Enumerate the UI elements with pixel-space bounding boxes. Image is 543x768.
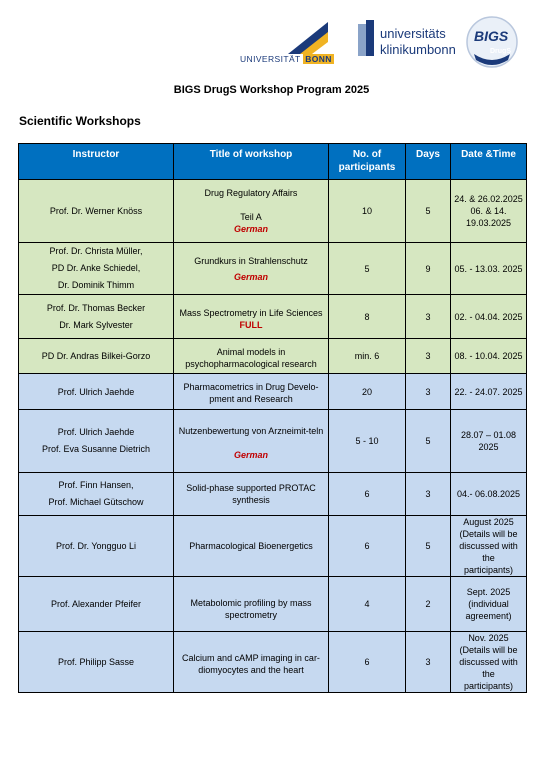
instructor-name: Prof. Ulrich Jaehde [57, 386, 135, 397]
logo-bar [0, 14, 543, 64]
workshop-table [18, 143, 527, 693]
instructor-name: Prof. Dr. Yongguo Li [55, 541, 137, 551]
language-label: German [233, 450, 268, 460]
university-bonn-logo-text [240, 54, 334, 64]
title-cell [174, 295, 329, 339]
table-row [19, 180, 527, 243]
instructor-name: PD Dr. Andras Bilkei-Gorzo [41, 351, 151, 361]
days-cell: 2 [406, 577, 451, 632]
header-instructor: Instructor [19, 144, 174, 180]
instructor-name: Dr. Dominik Thimm [57, 280, 135, 290]
table-row [19, 577, 527, 632]
title-cell [174, 632, 329, 693]
date-line: 22. - 24.07. 2025 [454, 386, 523, 397]
date-cell [451, 374, 527, 410]
workshop-title: Metabolomic profiling by mass spectrometry [190, 598, 312, 620]
date-line: (individual [468, 599, 509, 609]
participants-cell: 5 [329, 243, 406, 295]
date-cell [451, 180, 527, 243]
title-cell [174, 516, 329, 577]
date-cell [451, 243, 527, 295]
date-line: participants) [463, 565, 514, 575]
date-line: (Details will be [459, 529, 518, 539]
date-cell [451, 295, 527, 339]
header-title: Title of workshop [174, 144, 329, 180]
table-row [19, 516, 527, 577]
instructor-name: Prof. Philipp Sasse [57, 657, 135, 667]
days-cell: 3 [406, 295, 451, 339]
date-line: 24. & 26.02.2025 [454, 194, 523, 204]
bonn-logo-word: BONN [305, 54, 332, 64]
workshop-title: Solid-phase supported PROTAC synthesis [186, 483, 316, 505]
date-line: 05. - 13.03. 2025 [454, 263, 523, 274]
instructor-name: Prof. Ulrich Jaehde [57, 427, 135, 437]
participants-cell: 10 [329, 180, 406, 243]
days-cell: 9 [406, 243, 451, 295]
days-cell: 5 [406, 516, 451, 577]
participants-cell: 4 [329, 577, 406, 632]
workshop-title: Pharmacological Bioenergetics [189, 541, 313, 551]
instructor-name: PD Dr. Anke Schiedel, [51, 263, 141, 273]
date-line: 08. - 10.04. 2025 [454, 351, 523, 361]
instructor-cell [19, 295, 174, 339]
bigs-logo-text: BIGS [474, 28, 509, 44]
table-row [19, 339, 527, 374]
instructor-name: Prof. Dr. Werner Knöss [49, 206, 143, 216]
participants-cell: 6 [329, 473, 406, 516]
date-line: August 2025 [463, 517, 514, 527]
participants-cell: 6 [329, 632, 406, 693]
participants-cell: 20 [329, 374, 406, 410]
instructor-cell [19, 243, 174, 295]
instructor-cell [19, 632, 174, 693]
date-line: 19.03.2025 [465, 218, 512, 228]
universitaetsklinikum-bonn-logo [356, 18, 456, 64]
university-bonn-logo-mark [288, 22, 328, 54]
instructor-cell [19, 577, 174, 632]
university-logo-word: UNIVERSITÄT [240, 54, 301, 64]
status-label: FULL [239, 319, 263, 330]
table-row [19, 243, 527, 295]
workshop-title: Nutzenbewertung von Arzneimit-teln [178, 426, 324, 436]
days-cell: 3 [406, 374, 451, 410]
instructor-name: Dr. Mark Sylvester [59, 319, 133, 330]
table-header-row [19, 144, 527, 180]
header-days: Days [406, 144, 451, 180]
workshop-title: Animal models in psychopharmacological research [185, 346, 317, 369]
date-line: 02. - 04.04. 2025 [454, 311, 523, 322]
page-title: BIGS DrugS Workshop Program 2025 [173, 84, 370, 96]
table-row [19, 295, 527, 339]
table-row [19, 410, 527, 473]
workshop-title: Drug Regulatory Affairs [204, 188, 298, 198]
table-row [19, 473, 527, 516]
header-participants-line2: participants [338, 162, 396, 173]
date-cell [451, 339, 527, 374]
participants-cell: min. 6 [329, 339, 406, 374]
date-line: discussed with the [459, 541, 518, 563]
workshop-title-extra: Teil A [240, 212, 262, 222]
date-cell [451, 516, 527, 577]
instructor-name: Prof. Dr. Christa Müller, [49, 246, 143, 256]
instructor-name: Prof. Alexander Pfeifer [50, 599, 142, 609]
date-line: (Details will be [459, 645, 518, 655]
instructor-name: Prof. Michael Gütschow [48, 497, 144, 507]
instructor-cell [19, 374, 174, 410]
date-line: 06. & 14. [470, 206, 507, 216]
ukb-logo-line1: universitäts [380, 26, 446, 41]
title-cell [174, 577, 329, 632]
table-row [19, 374, 527, 410]
header-participants [329, 144, 406, 180]
header-participants-line1: No. of [352, 149, 382, 160]
days-cell: 3 [406, 339, 451, 374]
bigs-drugs-logo [462, 14, 522, 70]
participants-cell: 5 - 10 [329, 410, 406, 473]
ukb-logo-mark [356, 20, 378, 60]
instructor-cell [19, 473, 174, 516]
days-cell: 5 [406, 180, 451, 243]
instructor-name: Prof. Dr. Thomas Becker [46, 302, 146, 313]
section-title: Scientific Workshops [19, 114, 141, 128]
date-cell [451, 632, 527, 693]
date-line: 04.- 06.08.2025 [456, 489, 521, 499]
date-cell [451, 410, 527, 473]
participants-cell: 8 [329, 295, 406, 339]
ukb-logo-line2: klinikumbonn [380, 42, 456, 57]
instructor-cell [19, 180, 174, 243]
instructor-name: Prof. Finn Hansen, [58, 480, 134, 490]
workshop-title: Pharmacometrics in Drug Develo-pment and Research [183, 382, 319, 404]
instructor-cell [19, 410, 174, 473]
participants-cell: 6 [329, 516, 406, 577]
date-cell [451, 577, 527, 632]
workshop-title: Calcium and cAMP imaging in car-diomyocytes and the heart [182, 653, 320, 675]
instructor-cell [19, 516, 174, 577]
drugs-logo-text: DrugS [490, 48, 511, 55]
date-line: Nov. 2025 [468, 633, 509, 643]
days-cell: 3 [406, 632, 451, 693]
date-line: Sept. 2025 [466, 587, 511, 597]
date-cell [451, 473, 527, 516]
language-label: German [233, 271, 268, 282]
days-cell: 3 [406, 473, 451, 516]
days-cell: 5 [406, 410, 451, 473]
title-cell [174, 473, 329, 516]
instructor-cell [19, 339, 174, 374]
date-line: 28.07 – 01.08 2025 [460, 430, 517, 452]
date-line: discussed with the [459, 657, 518, 679]
university-bonn-logo [240, 22, 340, 66]
workshop-title: Mass Spectrometry in Life Sciences [179, 307, 323, 318]
workshop-title: Grundkurs in Strahlenschutz [194, 255, 308, 266]
header-date: Date &Time [451, 144, 527, 180]
instructor-name: Prof. Eva Susanne Dietrich [41, 444, 151, 454]
date-line: participants) [463, 681, 514, 691]
table-row [19, 632, 527, 693]
title-cell [174, 410, 329, 473]
title-cell [174, 243, 329, 295]
language-label: German [233, 224, 268, 234]
title-cell [174, 180, 329, 243]
title-cell [174, 339, 329, 374]
date-line: agreement) [465, 611, 512, 621]
title-cell [174, 374, 329, 410]
